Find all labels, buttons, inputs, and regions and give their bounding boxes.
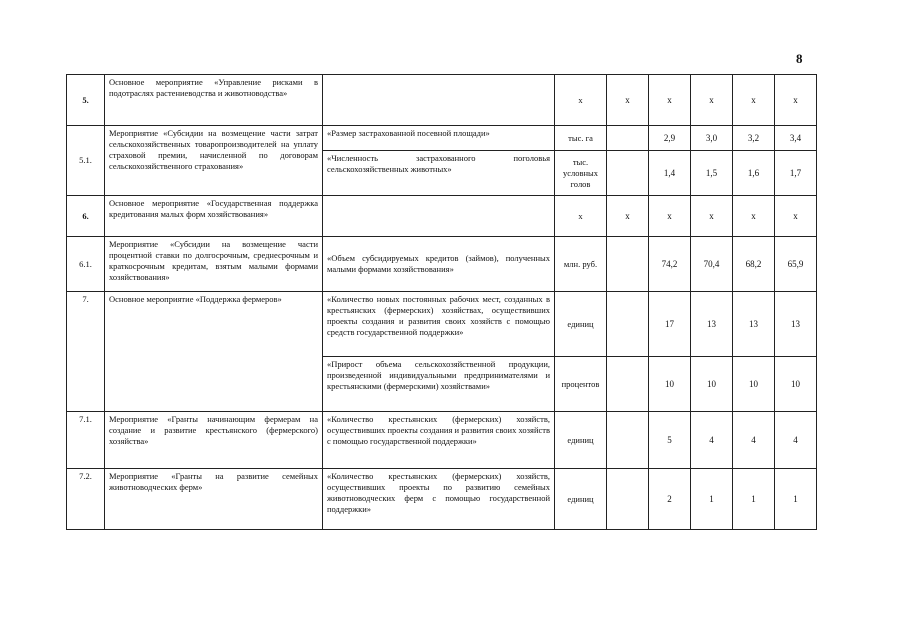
value-cell xyxy=(607,237,649,292)
unit-cell: тыс. га xyxy=(555,126,607,151)
value-cell: 1,5 xyxy=(691,151,733,196)
value-cell: 3,0 xyxy=(691,126,733,151)
row-number: 7.1. xyxy=(67,412,105,469)
indicator-cell: «Численность застрахованного поголовья сельскохозяйственных животных» xyxy=(323,151,555,196)
row-number: 6.1. xyxy=(67,237,105,292)
value-cell: 68,2 xyxy=(733,237,775,292)
table-row xyxy=(67,469,817,530)
event-cell: Мероприятие «Субсидии на возмещение части процентной ставки по долгосрочным, среднесрочным и краткосрочным кредитам, взятым малыми формами хозяйствования» xyxy=(105,237,323,292)
value-cell: х xyxy=(733,196,775,237)
value-cell: х xyxy=(733,75,775,126)
table-row xyxy=(67,412,817,469)
unit-cell: единиц xyxy=(555,292,607,357)
value-cell: х xyxy=(775,75,817,126)
event-cell: Основное мероприятие «Государственная поддержка кредитования малых форм хозяйствования» xyxy=(105,196,323,237)
row-number: 5. xyxy=(67,75,105,126)
unit-cell: х xyxy=(555,196,607,237)
value-cell: х xyxy=(691,196,733,237)
value-cell: 2,9 xyxy=(649,126,691,151)
row-number: 5.1. xyxy=(67,126,105,196)
table-row xyxy=(67,126,817,151)
value-cell xyxy=(607,469,649,530)
unit-cell: млн. руб. xyxy=(555,237,607,292)
value-cell: 74,2 xyxy=(649,237,691,292)
value-cell: 13 xyxy=(775,292,817,357)
value-cell: 2 xyxy=(649,469,691,530)
indicator-cell: «Объем субсидируемых кредитов (займов), полученных малыми формами хозяйствования» xyxy=(323,237,555,292)
value-cell: 1,7 xyxy=(775,151,817,196)
indicator-cell: «Размер застрахованной посевной площади» xyxy=(323,126,555,151)
value-cell: 4 xyxy=(775,412,817,469)
table-row xyxy=(67,237,817,292)
indicator-cell: «Количество крестьянских (фермерских) хозяйств, осуществивших проекты создания и развития своих хозяйств с помощью государственной поддержки» xyxy=(323,412,555,469)
value-cell: 10 xyxy=(649,357,691,412)
value-cell: х xyxy=(691,75,733,126)
value-cell: 1,6 xyxy=(733,151,775,196)
row-number: 7. xyxy=(67,292,105,412)
row-number: 6. xyxy=(67,196,105,237)
row-number: 7.2. xyxy=(67,469,105,530)
value-cell xyxy=(607,357,649,412)
indicator-cell: «Прирост объема сельскохозяйственной продукции, произведенной индивидуальными предпринимателями и крестьянскими (фермерскими) хозяйствами» xyxy=(323,357,555,412)
indicator-cell: «Количество крестьянских (фермерских) хозяйств, осуществивших проекты по развитию семейных животноводческих ферм с помощью государственной поддержки» xyxy=(323,469,555,530)
unit-cell: процентов xyxy=(555,357,607,412)
value-cell: 1,4 xyxy=(649,151,691,196)
event-cell: Мероприятие «Субсидии на возмещение части затрат сельскохозяйственных товаропроизводителей на уплату страховой премии, начисленной по договорам сельскохозяйственного страхования» xyxy=(105,126,323,196)
unit-cell: единиц xyxy=(555,469,607,530)
value-cell: х xyxy=(607,75,649,126)
value-cell: х xyxy=(649,196,691,237)
event-cell: Основное мероприятие «Поддержка фермеров» xyxy=(105,292,323,412)
value-cell: 13 xyxy=(733,292,775,357)
indicators-table xyxy=(66,74,817,530)
page-number: 8 xyxy=(796,51,803,66)
value-cell: 4 xyxy=(691,412,733,469)
unit-cell: х xyxy=(555,75,607,126)
unit-cell: тыс. условных голов xyxy=(555,151,607,196)
table-row xyxy=(67,292,817,357)
value-cell: х xyxy=(607,196,649,237)
value-cell xyxy=(607,151,649,196)
value-cell: 1 xyxy=(733,469,775,530)
table-row xyxy=(67,75,817,126)
event-cell: Мероприятие «Гранты начинающим фермерам на создание и развитие крестьянского (фермерского) хозяйства» xyxy=(105,412,323,469)
value-cell: 1 xyxy=(691,469,733,530)
indicator-cell xyxy=(323,75,555,126)
indicator-cell: «Количество новых постоянных рабочих мест, созданных в крестьянских (фермерских) хозяйствах, осуществивших проекты создания и развития своих хозяйств с помощью средств государственной поддержки» xyxy=(323,292,555,357)
value-cell: 10 xyxy=(691,357,733,412)
indicator-cell xyxy=(323,196,555,237)
value-cell: х xyxy=(649,75,691,126)
table-row xyxy=(67,196,817,237)
value-cell xyxy=(607,412,649,469)
value-cell: 10 xyxy=(775,357,817,412)
value-cell: 17 xyxy=(649,292,691,357)
event-cell: Основное мероприятие «Управление рисками в подотраслях растениеводства и животноводства» xyxy=(105,75,323,126)
value-cell: 70,4 xyxy=(691,237,733,292)
value-cell: 13 xyxy=(691,292,733,357)
value-cell: 1 xyxy=(775,469,817,530)
value-cell xyxy=(607,292,649,357)
value-cell: 65,9 xyxy=(775,237,817,292)
event-cell: Мероприятие «Гранты на развитие семейных животноводческих ферм» xyxy=(105,469,323,530)
value-cell: х xyxy=(775,196,817,237)
value-cell: 3,2 xyxy=(733,126,775,151)
value-cell: 3,4 xyxy=(775,126,817,151)
value-cell: 10 xyxy=(733,357,775,412)
unit-cell: единиц xyxy=(555,412,607,469)
value-cell: 5 xyxy=(649,412,691,469)
value-cell xyxy=(607,126,649,151)
value-cell: 4 xyxy=(733,412,775,469)
